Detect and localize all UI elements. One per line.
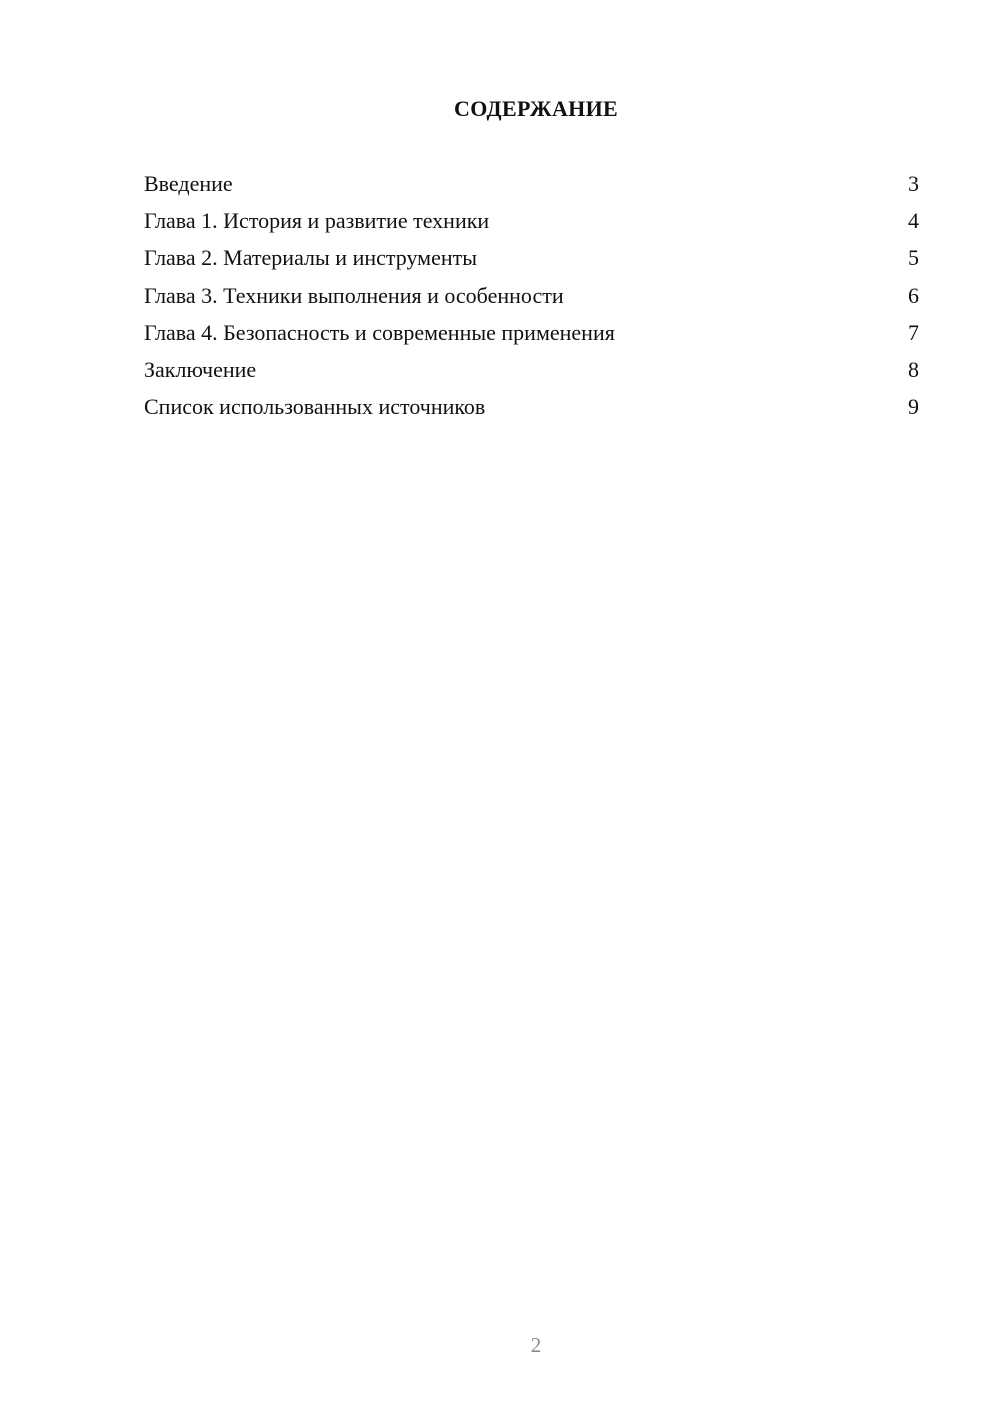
toc-entry-chapter-3 — [144, 281, 919, 318]
toc-entry-page: 9 — [908, 394, 919, 420]
toc-entry-chapter-2 — [144, 243, 919, 280]
toc-entry-label: Введение — [144, 171, 233, 196]
toc-title: СОДЕРЖАНИЕ — [454, 96, 618, 121]
toc-entry-conclusion — [144, 355, 919, 392]
toc-entry-page: 5 — [908, 245, 919, 271]
toc-entry-page: 6 — [908, 282, 919, 308]
toc-entry-label: Заключение — [144, 356, 257, 382]
toc-entry-page: 8 — [908, 356, 919, 382]
toc-entry-label: Глава 2. Материалы и инструменты — [144, 245, 478, 271]
page-number: 2 — [530, 1333, 542, 1357]
toc-entry-label: Глава 1. История и развитие техники — [144, 208, 490, 234]
toc-entry-chapter-4 — [144, 318, 919, 355]
toc-entry-page: 4 — [908, 208, 919, 234]
toc-entry-page: 7 — [908, 319, 919, 345]
toc-entry-introduction — [144, 169, 919, 206]
toc-entry-page: 3 — [908, 171, 919, 196]
toc-entry-chapter-1 — [144, 206, 919, 243]
toc-entry-label: Глава 4. Безопасность и современные применения — [144, 319, 615, 345]
toc-entry-label: Список использованных источников — [144, 394, 486, 420]
toc-entry-label: Глава 3. Техники выполнения и особенности — [144, 282, 564, 308]
table-of-contents — [144, 169, 919, 429]
toc-entry-references — [144, 392, 919, 429]
